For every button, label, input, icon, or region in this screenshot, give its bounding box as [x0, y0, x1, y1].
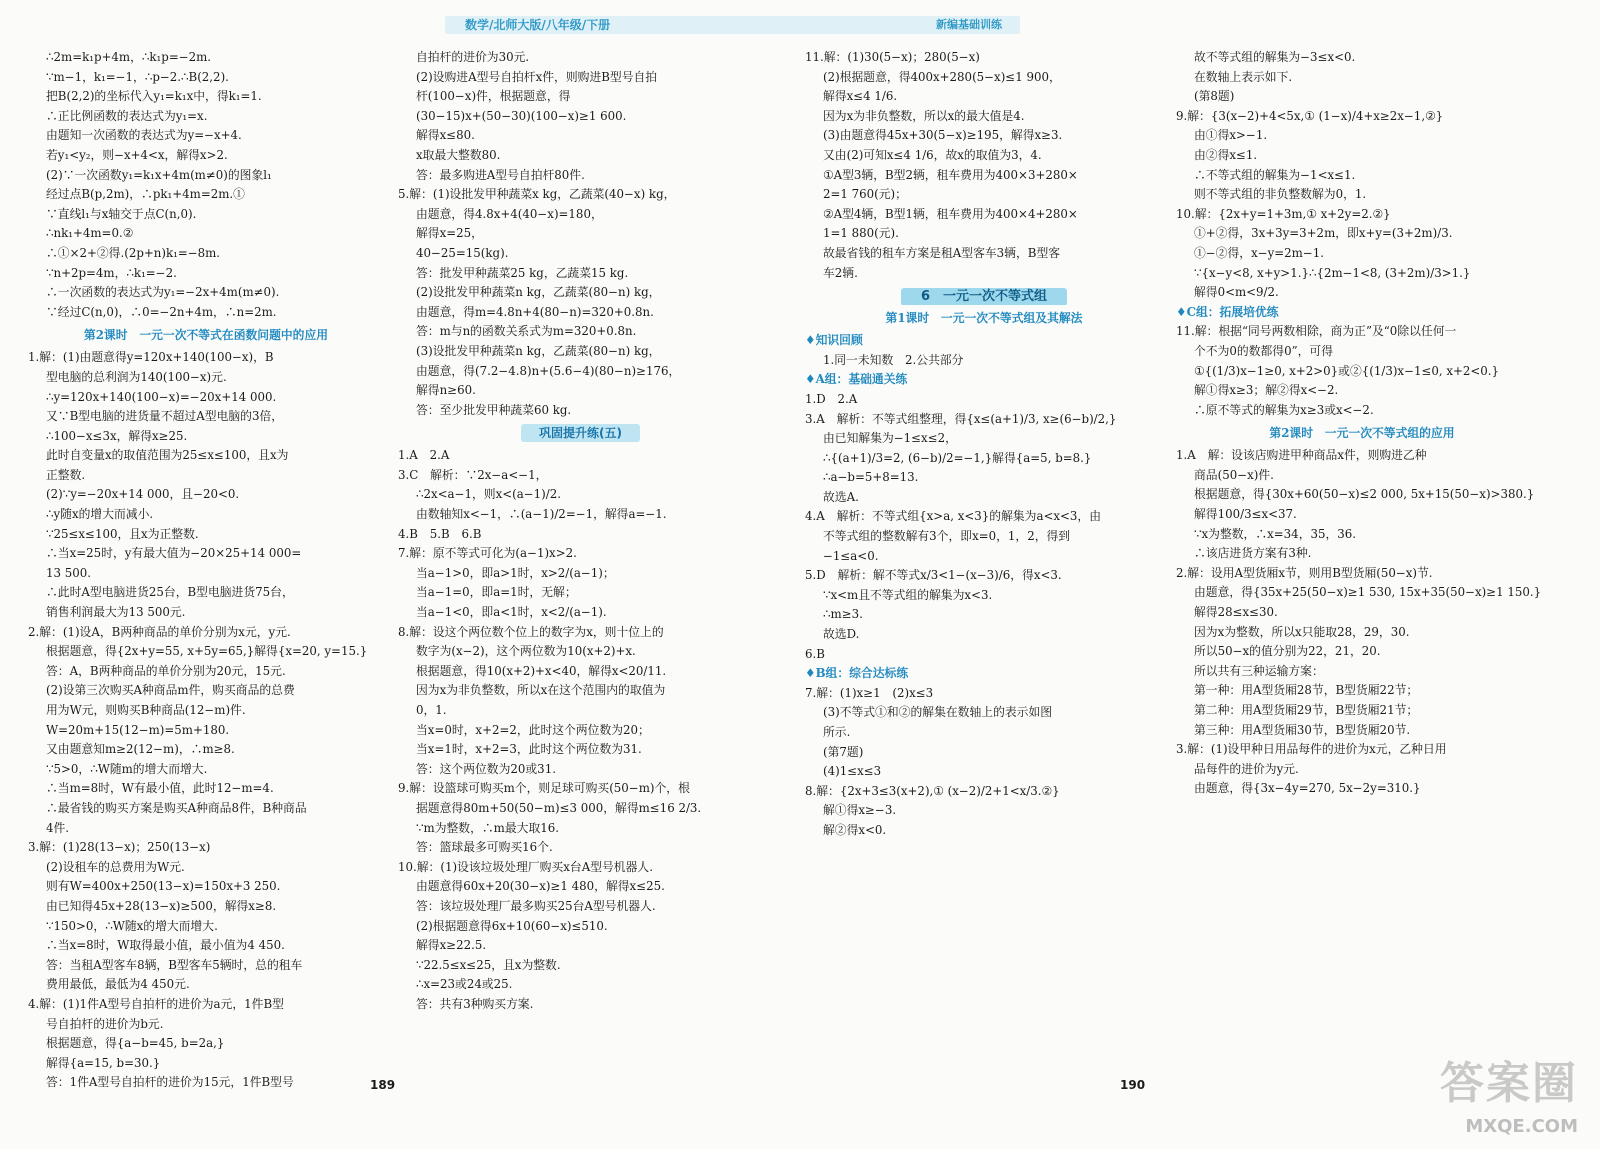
answer-line: 由已知得45x+28(13−x)≥500，解得x≥8. — [46, 898, 277, 913]
answer-line: 0，1. — [416, 703, 447, 717]
answer-line: ∵n+2p=4m，∴k₁=−2. — [46, 265, 177, 280]
answer-line: 解得x≤80. — [416, 128, 475, 143]
problem-line: 4.解：(1)1件A型号自拍杆的进价为a元，1件B型 — [28, 996, 284, 1011]
problem-line: 3.解：(1)设甲种日用品每件的进价为x元，乙种日用 — [1176, 742, 1447, 757]
problem-line: 9.解：{3(x−2)+4<5x,① (1−x)/4+x≥2x−1,②} — [1176, 108, 1444, 123]
answer-line: ①−②得，x−y=2m−1. — [1194, 245, 1324, 260]
answer-line: ∴y随x的增大而减小. — [46, 507, 154, 522]
answer-line: 由题知一次函数的表达式为y=−x+4. — [46, 128, 242, 143]
answer-line: 数字为(x−2)，这个两位数为10(x+2)+x. — [416, 644, 636, 659]
answer-line: 第一种：用A型货厢28节，B型货厢22节； — [1194, 683, 1419, 698]
column-4 — [1176, 48, 1548, 799]
answer-line: 由数轴知x<−1，∴(a−1)/2=−1，解得a=−1. — [416, 507, 667, 522]
answer-line: ∴a−b=5+8=13. — [823, 470, 919, 485]
problem-line: 8.解：{2x+3≤3(x+2),① (x−2)/2+1<x/3.②} — [805, 783, 1060, 798]
lesson-heading: 第1课时 一元一次不等式组及其解法 — [885, 311, 1083, 326]
answer-line: (第7题) — [823, 744, 864, 759]
answer-line: ∴{(a+1)/3=2, (6−b)/2=−1,}解得{a=5, b=8.} — [823, 450, 1092, 465]
chapter-badge: 6 一元一次不等式组 — [901, 288, 1067, 305]
answer-line: x取最大整数80. — [416, 147, 501, 162]
answer-line: 则不等式组的非负整数解为0，1. — [1194, 187, 1367, 202]
answer-line: 2=1 760(元)； — [823, 187, 907, 202]
problem-line: 11.解：根据“同号两数相除，商为正”及“0除以任何一 — [1176, 324, 1457, 339]
answer-line: ∵x为整数，∴x=34，35，36. — [1194, 526, 1357, 541]
watermark-url: MXQE.COM — [1465, 1116, 1578, 1137]
problem-line: 1.A 2.A — [398, 448, 450, 463]
answer-line: (2)设租车的总费用为W元. — [46, 859, 185, 874]
answer-line: ∴当x=25时，y有最大值为−20×25+14 000= — [46, 546, 302, 561]
answer-line: 在数轴上表示如下. — [1194, 69, 1293, 84]
answer-line: ①A型3辆，B型2辆，租车费用为400×3+280× — [823, 167, 1078, 182]
problem-line: 4.B 5.B 6.B — [398, 526, 482, 541]
answer-line: 解得x≤4 1/6. — [823, 89, 898, 104]
answer-line: 40−25=15(kg). — [416, 245, 509, 260]
page-header — [445, 16, 1020, 34]
answer-line: 型电脑的总利润为140(100−x)元. — [46, 369, 227, 384]
answer-line: 又由(2)可知x≤4 1/6，故x的取值为3，4. — [823, 147, 1042, 162]
answer-line: 若y₁<y₂，则−x+4<x，解得x>2. — [46, 147, 228, 162]
answer-line: 由题意，得{3x−4y=270, 5x−2y=310.} — [1194, 781, 1421, 796]
problem-line: 11.解：(1)30(5−x)；280(5−x) — [805, 50, 980, 64]
answer-line: ∴m≥3. — [823, 607, 863, 622]
answer-line: ∴nk₁+4m=0.② — [46, 226, 134, 241]
problem-line: 4.A 解析：不等式组{x>a, x<3}的解集为a<x<3，由 — [805, 509, 1102, 524]
answer-line: 答：至少批发甲种蔬菜60 kg. — [416, 402, 572, 417]
answer-line: ∴原不等式的解集为x≥3或x<−2. — [1194, 402, 1374, 417]
answer-line: 则有W=400x+250(13−x)=150x+3 250. — [46, 879, 281, 894]
answer-line: 正整数. — [46, 467, 86, 482]
problem-line: 2.解：(1)设A，B两种商品的单价分别为x元，y元. — [28, 624, 291, 639]
column-1 — [28, 48, 384, 1093]
answer-line: 当a−1=0，即a=1时，无解； — [416, 585, 577, 600]
answer-line: 把B(2,2)的坐标代入y₁=k₁x中，得k₁=1. — [46, 89, 262, 104]
watermark-text: 答案圈 — [1440, 1058, 1578, 1109]
page-number-left: 189 — [370, 1078, 396, 1092]
answer-line: (2)设第三次购买A种商品m件，购买商品的总费 — [46, 683, 295, 698]
answer-line: 杆(100−x)件，根据题意，得 — [416, 89, 571, 104]
answer-line: 解得{a=15, b=30.} — [46, 1055, 161, 1070]
answer-line: (3)由题意得45x+30(5−x)≥195，解得x≥3. — [823, 128, 1063, 143]
answer-line: 答：篮球最多可购买16个. — [416, 840, 553, 855]
answer-line: (30−15)x+(50−30)(100−x)≥1 600. — [416, 108, 627, 123]
answer-line: ∴正比例函数的表达式为y₁=x. — [46, 108, 208, 123]
answer-line: 因为x为整数，所以x只能取28，29，30. — [1194, 624, 1410, 639]
answer-line: ∵150>0，∴W随x的增大而增大. — [46, 918, 218, 933]
answer-line: 经过点B(p,2m)，∴pk₁+4m=2m.① — [46, 187, 245, 202]
answer-line: 由题意得60x+20(30−x)≥1 480，解得x≤25. — [416, 879, 665, 894]
answer-line: (2)∵y=−20x+14 000，且−20<0. — [46, 487, 240, 502]
problem-line: 1.A 解：设该店购进甲种商品x件，则购进乙种 — [1176, 448, 1427, 463]
answer-line: 根据题意，得10(x+2)+x<40，解得x<20/11. — [416, 663, 667, 678]
problem-line: 1.D 2.A — [805, 391, 858, 406]
lesson-heading: 第2课时 一元一次不等式组的应用 — [1269, 426, 1455, 441]
answer-line: ∵x<m且不等式组的解集为x<3. — [823, 587, 993, 602]
answer-line: (2)设购进A型号自拍杆x件，则购进B型号自拍 — [416, 69, 658, 84]
answer-line: 解①得x≥−3. — [823, 803, 897, 818]
problem-line: 9.解：设篮球可购买m个，则足球可购买(50−m)个，根 — [398, 781, 690, 796]
answer-line: 1.同一未知数 2.公共部分 — [823, 352, 964, 367]
answer-line: 此时自变量x的取值范围为25≤x≤100，且x为 — [46, 448, 289, 463]
answer-line: 故选D. — [823, 627, 860, 642]
answer-line: 4件. — [46, 820, 70, 835]
problem-line: 3.C 解析：∵2x−a<−1， — [398, 467, 548, 482]
answer-line: 费用最低，最低为4 450元. — [46, 977, 190, 992]
answer-line: 因为x为非负整数，所以x在这个范围内的取值为 — [416, 683, 666, 698]
answer-line: W=20m+15(12−m)=5m+180. — [46, 722, 230, 737]
answer-line: ∴y=120x+140(100−x)=−20x+14 000. — [46, 389, 277, 404]
answer-line: ∵m−1，k₁=−1，∴p−2.∴B(2,2). — [46, 69, 229, 84]
problem-line: 10.解：(1)设该垃圾处理厂购买x台A型号机器人. — [398, 859, 653, 874]
problem-line: 3.解：(1)28(13−x)；250(13−x) — [28, 840, 211, 855]
answer-line: (2)设批发甲种蔬菜n kg，乙蔬菜(80−n) kg， — [416, 285, 661, 300]
problem-line: 10.解：{2x+y=1+3m,① x+2y=2.②} — [1176, 206, 1391, 221]
answer-line: 解得28≤x≤30. — [1194, 605, 1278, 620]
answer-line: 当x=0时，x+2=2，此时这个两位数为20； — [416, 722, 650, 737]
answer-line: (4)1≤x≤3 — [823, 764, 882, 779]
answer-line: ∴该店进货方案有3种. — [1194, 546, 1312, 561]
answer-line: 故选A. — [823, 489, 859, 504]
answer-line: ∴x=23或24或25. — [416, 977, 513, 992]
answer-line: ∵5>0，∴W随m的增大而增大. — [46, 761, 208, 776]
subsection-label: ♦知识回顾 — [805, 333, 863, 348]
answer-line: 答：这个两位数为20或31. — [416, 761, 556, 776]
answer-line: 号自拍杆的进价为b元. — [46, 1016, 164, 1031]
answer-line: 解得0<m<9/2. — [1194, 285, 1279, 300]
answer-line: 由题意，得(7.2−4.8)n+(5.6−4)(80−n)≥176， — [416, 363, 681, 378]
answer-line: (2)∵一次函数y₁=k₁x+4m(m≠0)的图象l₁ — [46, 167, 272, 182]
answer-line: 据题意得80m+50(50−m)≤3 000，解得m≤16 2/3. — [416, 800, 702, 815]
answer-line: 用为W元，则购买B种商品(12−m)件. — [46, 703, 246, 717]
problem-line: 3.A 解析：不等式组整理，得{x≤(a+1)/3, x≥(6−b)/2,} — [805, 411, 1117, 426]
page-number-right: 190 — [1120, 1078, 1146, 1092]
answer-line: ∵25≤x≤100，且x为正整数. — [46, 526, 199, 541]
answer-line: ∴①×2+②得.(2p+n)k₁=−8m. — [46, 245, 221, 260]
answer-line: 解得x=25， — [416, 226, 483, 241]
problem-line: 7.解：(1)x≥1 (2)x≤3 — [805, 685, 934, 700]
answer-line: 所以50−x的值分别为22，21，20. — [1194, 644, 1381, 659]
answer-line: ∵直线l₁与x轴交于点C(n,0). — [46, 206, 197, 221]
answer-line: 答：1件A型号自拍杆的进价为15元，1件B型号 — [46, 1075, 294, 1090]
answer-line: 答：m与n的函数关系式为m=320+0.8n. — [416, 324, 637, 339]
answer-line: 由题意，得4.8x+4(40−x)=180， — [416, 206, 603, 221]
answer-line: 解得x≥22.5. — [416, 938, 487, 953]
answer-line: ∴此时A型电脑进货25台，B型电脑进货75台， — [46, 585, 294, 600]
answer-line: 当x=1时，x+2=3，此时这个两位数为31. — [416, 742, 642, 757]
problem-line: 8.解：设这个两位数个位上的数字为x，则十位上的 — [398, 624, 664, 639]
answer-line: 由②得x≤1. — [1194, 147, 1258, 162]
answer-line: 答：最多购进A型号自拍杆80件. — [416, 167, 585, 182]
answer-line: ∴最省钱的购买方案是购买A种商品8件，B种商品 — [46, 800, 307, 815]
answer-line: 第三种：用A型货厢30节，B型货厢20节. — [1194, 722, 1411, 737]
answer-line: (2)根据题意，得400x+280(5−x)≤1 900， — [823, 69, 1061, 84]
answer-line: (3)设批发甲种蔬菜n kg，乙蔬菜(80−n) kg， — [416, 343, 661, 358]
answer-line: 答：该垃圾处理厂最多购买25台A型号机器人. — [416, 898, 656, 913]
answer-line: 13 500. — [46, 565, 92, 580]
problem-line: 2.解：设用A型货厢x节，则用B型货厢(50−x)节. — [1176, 565, 1433, 580]
answer-line: 1=1 880(元). — [823, 226, 899, 241]
answer-line: (第8题) — [1194, 89, 1235, 104]
header-brand: 新编基础训练 — [936, 18, 1002, 31]
answer-line: 由题意，得m=4.8n+4(80−n)=320+0.8n. — [416, 304, 654, 319]
answer-line: ②A型4辆，B型1辆，租车费用为400×4+280× — [823, 206, 1078, 221]
answer-line: 故最省钱的租车方案是租A型客车3辆，B型客 — [823, 245, 1061, 260]
problem-line: 6.B — [805, 646, 825, 661]
column-3 — [805, 48, 1163, 841]
column-2 — [398, 48, 763, 1015]
answer-line: 答：共有3种购买方案. — [416, 996, 534, 1011]
answer-line: 因为x为非负整数，所以x的最大值是4. — [823, 108, 1025, 123]
answer-line: 所示. — [823, 725, 851, 739]
answer-line: ∵经过C(n,0)，∴0=−2n+4m，∴n=2m. — [46, 304, 277, 319]
answer-line: 解②得x<0. — [823, 822, 887, 837]
answer-line: 由①得x>−1. — [1194, 128, 1268, 143]
section-badge: 巩固提升练(五) — [521, 424, 640, 442]
answer-line: 自拍杆的进价为30元. — [416, 50, 530, 64]
answer-line: ∵22.5≤x≤25，且x为整数. — [416, 957, 561, 972]
answer-line: 当a−1<0，即a<1时，x<2/(a−1). — [416, 605, 607, 620]
answer-line: 销售利润最大为13 500元. — [46, 605, 186, 620]
answer-line: ∴100−x≤3x，解得x≥25. — [46, 428, 188, 443]
answer-line: 根据题意，得{2x+y=55, x+5y=65,}解得{x=20, y=15.} — [46, 644, 368, 659]
section-title — [398, 424, 763, 442]
answer-line: 由已知解集为−1≤x≤2， — [823, 431, 957, 446]
lesson-heading: 第2课时 一元一次不等式在函数问题中的应用 — [83, 328, 329, 343]
chapter-title — [805, 287, 1163, 305]
watermark — [1418, 1047, 1578, 1137]
answer-line: 解得n≥60. — [416, 383, 476, 398]
answer-line: (2)根据题意得6x+10(60−x)≤510. — [416, 918, 608, 933]
answer-line: 又由题意知m≥2(12−m)，∴m≥8. — [46, 742, 235, 757]
answer-line: 商品(50−x)件. — [1194, 467, 1274, 482]
answer-line: 品每件的进价为y元. — [1194, 761, 1299, 776]
problem-line: 7.解：原不等式可化为(a−1)x>2. — [398, 546, 577, 561]
answer-line: (3)不等式①和②的解集在数轴上的表示如图 — [823, 705, 1053, 720]
answer-line: ∵{x−y<8, x+y>1.}∴{2m−1<8, (3+2m)/3>1.} — [1194, 265, 1471, 280]
answer-line: 解得100/3≤x<37. — [1194, 507, 1297, 522]
answer-line: 答：A，B两种商品的单价分别为20元，15元. — [46, 663, 286, 678]
answer-line: −1≤a<0. — [823, 548, 879, 563]
answer-line: 第二种：用A型货厢29节，B型货厢21节； — [1194, 703, 1419, 717]
header-title: 数学/北师大版/八年级/下册 — [465, 18, 611, 32]
problem-line: 5.解：(1)设批发甲种蔬菜x kg，乙蔬菜(40−x) kg， — [398, 187, 676, 202]
answer-line: 车2辆. — [823, 265, 858, 280]
answer-line: 又∵B型电脑的进货量不超过A型电脑的3倍， — [46, 409, 284, 424]
answer-line: ①{(1/3)x−1≥0, x+2>0}或②{(1/3)x−1≤0, x+2<0.} — [1194, 363, 1500, 378]
answer-line: ∴2x<a−1，则x<(a−1)/2. — [416, 487, 561, 502]
answer-line: 由题意，得{35x+25(50−x)≥1 530, 15x+35(50−x)≥1 150.} — [1194, 585, 1542, 600]
answer-line: 根据题意，得{a−b=45, b=2a,} — [46, 1036, 225, 1051]
answer-line: ∴不等式组的解集为−1<x≤1. — [1194, 167, 1356, 182]
answer-line: 个不为0的数都得0”，可得 — [1194, 343, 1334, 358]
answer-line: ①+②得，3x+3y=3+2m，即x+y=(3+2m)/3. — [1194, 226, 1453, 241]
problem-line: 5.D 解析：解不等式x/3<1−(x−3)/6，得x<3. — [805, 568, 1062, 583]
answer-line: 答：当租A型客车8辆，B型客车5辆时，总的租车 — [46, 957, 303, 972]
answer-line: 不等式组的整数解有3个，即x=0，1，2，得到 — [823, 529, 1071, 544]
answer-line: ∴当x=8时，W取得最小值，最小值为4 450. — [46, 938, 285, 953]
answer-line: ∴当m=8时，W有最小值，此时12−m=4. — [46, 781, 274, 796]
subsection-label: ♦C组：拓展培优练 — [1176, 304, 1279, 319]
answer-line: 根据题意，得{30x+60(50−x)≤2 000, 5x+15(50−x)>380.} — [1194, 487, 1535, 502]
answer-line: 当a−1>0，即a>1时，x>2/(a−1)； — [416, 565, 615, 580]
subsection-label: ♦A组：基础通关练 — [805, 372, 908, 387]
answer-line: 故不等式组的解集为−3≤x<0. — [1194, 50, 1356, 64]
problem-line: 1.解：(1)由题意得y=120x+140(100−x)，B — [28, 350, 274, 365]
subsection-label: ♦B组：综合达标练 — [805, 666, 909, 681]
answer-line: 答：批发甲种蔬菜25 kg，乙蔬菜15 kg. — [416, 265, 629, 280]
answer-line: 所以共有三种运输方案： — [1194, 663, 1324, 678]
answer-line: ∴一次函数的表达式为y₁=−2x+4m(m≠0). — [46, 285, 280, 300]
answer-line: ∴2m=k₁p+4m，∴k₁p=−2m. — [46, 50, 212, 64]
answer-line: ∵m为整数，∴m最大取16. — [416, 820, 560, 835]
answer-line: 解①得x≥3；解②得x<−2. — [1194, 383, 1339, 398]
